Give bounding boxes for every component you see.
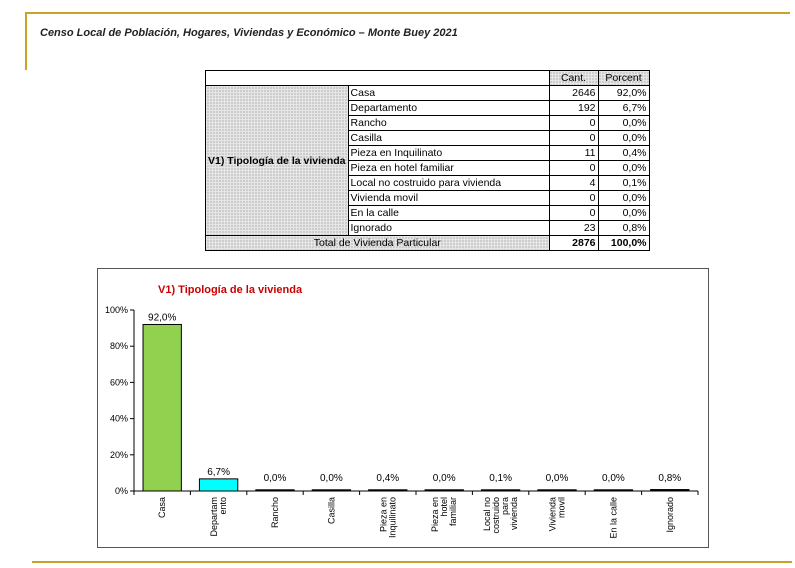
footer-rule [32,561,792,563]
category-label: Vivienda [547,497,558,532]
total-label: Total de Vivienda Particular [206,236,550,251]
row-cant: 0 [549,131,598,146]
statistics-table [205,70,650,251]
bar [199,479,237,491]
bar [594,490,632,491]
data-label: 0,0% [432,473,456,484]
row-label: Departamento [348,101,549,116]
category-label: Ignorado [664,497,675,533]
category-label: familiar [448,497,459,527]
category-label: Casa [157,497,168,519]
table-header-row [206,71,650,86]
data-label: 0,8% [658,473,682,484]
row-cant: 0 [549,206,598,221]
total-porcent: 100,0% [598,236,649,251]
document-title: Censo Local de Población, Hogares, Viviendas y Económico – Monte Buey 2021 [40,27,458,39]
row-cant: 23 [549,221,598,236]
row-porcent: 6,7% [598,101,649,116]
y-tick-label: 100% [104,305,128,315]
row-porcent: 0,0% [598,191,649,206]
data-label: 0,0% [602,473,625,484]
data-label: 0,4% [376,473,400,484]
category-label: para [500,497,511,516]
row-cant: 0 [549,116,598,131]
row-cant: 2646 [549,86,598,101]
data-label: 0,1% [489,473,512,484]
data-label: 6,7% [207,466,230,478]
column-header-cant: Cant. [549,71,598,86]
bar [425,490,463,491]
row-porcent: 0,4% [598,146,649,161]
column-header-porcent: Porcent [598,71,649,86]
y-tick-label: 60% [109,377,128,388]
category-label: ento [218,497,229,515]
data-label: 0,0% [545,473,569,484]
y-tick-label: 20% [109,449,128,460]
category-label: vivienda [509,497,520,531]
bar [256,490,294,491]
category-label: costruido [491,497,502,534]
category-label: Casilla [326,497,337,525]
row-label: Ignorado [348,221,549,236]
category-label: Rancho [270,497,280,529]
row-cant: 4 [549,176,598,191]
row-label: Pieza en Inquilinato [348,146,549,161]
y-tick-label: 0% [114,486,128,496]
category-label: hotel [439,497,450,517]
row-porcent: 0,0% [598,161,649,176]
chart-container [97,268,709,548]
bar [651,490,689,491]
table-row [206,86,650,101]
chart-title: V1) Tipología de la vivienda [158,284,303,296]
data-label: 92,0% [148,312,177,324]
row-cant: 0 [549,161,598,176]
category-label: En la calle [608,497,619,539]
bar [481,490,519,491]
row-cant: 192 [549,101,598,116]
category-label: V1) Tipología de la vivienda [206,86,349,236]
row-cant: 0 [549,191,598,206]
table-total-row [206,236,650,251]
row-porcent: 0,0% [598,206,649,221]
y-tick-label: 40% [109,413,128,424]
bar-chart [98,269,708,547]
data-label: 0,0% [263,473,287,484]
row-label: Rancho [348,116,549,131]
total-cant: 2876 [549,236,598,251]
header-rule-top [25,12,790,14]
row-porcent: 92,0% [598,86,649,101]
bar [369,490,407,491]
category-label: Pieza en [378,497,389,533]
row-label: Pieza en hotel familiar [348,161,549,176]
table-header-blank [206,71,550,86]
header-rule-left [25,12,27,70]
row-porcent: 0,0% [598,131,649,146]
category-label: Inquilinato [387,497,398,539]
category-label: Pieza en [430,497,441,533]
row-porcent: 0,1% [598,176,649,191]
bar [538,490,576,491]
y-tick-label: 80% [109,341,128,352]
bar [143,324,181,491]
row-label: En la calle [348,206,549,221]
row-label: Vivienda movil [348,191,549,206]
row-porcent: 0,8% [598,221,649,236]
bar [312,490,350,491]
row-label: Casilla [348,131,549,146]
category-label: movil [556,497,567,519]
data-label: 0,0% [320,473,343,484]
category-label: Local no [482,497,493,532]
row-label: Casa [348,86,549,101]
row-porcent: 0,0% [598,116,649,131]
row-cant: 11 [549,146,598,161]
category-label: Departam [209,497,220,537]
row-label: Local no costruido para vivienda [348,176,549,191]
